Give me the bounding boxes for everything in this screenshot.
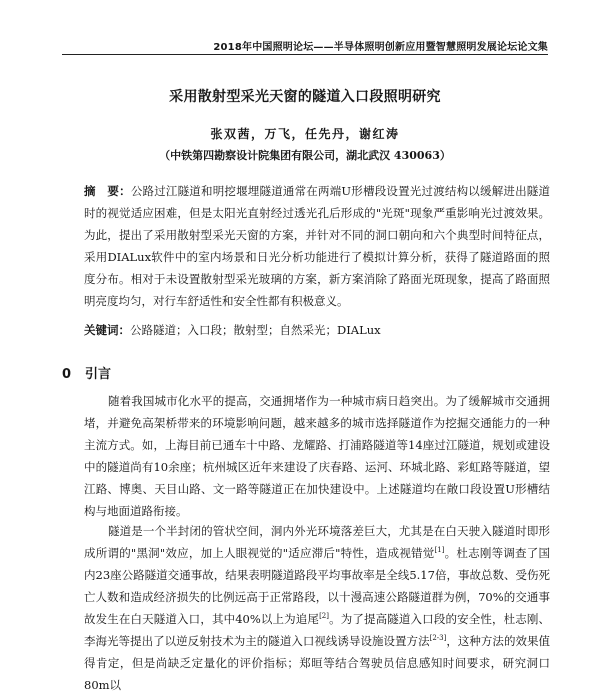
affiliation: （中铁第四勘察设计院集团有限公司，湖北武汉 430063） [159, 149, 451, 162]
abstract [84, 180, 550, 312]
keywords-label: 关键词： [84, 323, 130, 337]
paragraph2-part3: 。为了提高隧道入口段的安全性，杜志刚、李海光等提出了以逆反射技术为主的隧道入口视线诱导设施设置方法 [84, 612, 551, 648]
section-title: 引言 [85, 367, 112, 382]
section-number: 0 [62, 367, 72, 382]
header-rule [62, 54, 548, 55]
paragraph2-part2: 。杜志刚等调查了国内23座公路隧道交通事故，结果表明隧道路段平均事故率是全线5.17倍，事故总数、受伤死亡人数和造成经济损失的比例远高于正常路段，以十漫高速公路隧道群为例，70%的交通事故发生在白天隧道入口，其中40%以上为追尾 [84, 546, 551, 626]
keywords [84, 319, 550, 341]
running-header: 2018年中国照明论坛——半导体照明创新应用暨智慧照明发展论坛论文集 [213, 42, 548, 53]
paragraph2-part4: ，这种方法的效果值得肯定，但是尚缺乏定量化的评价指标；郑晅等结合驾驶员信息感知时间要求，研究洞口80m以 [84, 634, 551, 692]
section-heading [62, 363, 111, 382]
authors: 张双茜，万飞，任先丹，谢红涛 [210, 127, 400, 141]
abstract-label: 摘 要： [84, 184, 131, 198]
citation-ref-2[interactable]: [2] [319, 612, 329, 621]
keywords-text: 公路隧道；入口段；散射型；自然采光；DIALux [130, 323, 381, 337]
intro-paragraph-2 [84, 520, 550, 696]
paper-title: 采用散射型采光天窗的隧道入口段照明研究 [169, 89, 441, 105]
citation-ref-1[interactable]: [1] [434, 546, 445, 555]
intro-paragraph-1: 随着我国城市化水平的提高，交通拥堵作为一种城市病日趋突出。为了缓解城市交通拥堵，并避免高架桥带来的环境影响问题，越来越多的城市选择隧道作为挖掘交通能力的一种主流方式。如，上海目前已通车十中路、龙耀路、打浦路隧道等14座过江隧道，规划或建设中的隧道尚有10余座；杭州城区近年来建设了庆春路、运河、环城北路、彩虹路等隧道，望江路、博奥、天目山路、文一路等隧道正在加快建设中。上述隧道均在敞口段设置U形槽结构与地面道路衔接。 [84, 394, 550, 518]
abstract-text: 公路过江隧道和明挖堰埋隧道通常在两端U形槽段设置光过渡结构以缓解进出隧道时的视觉适应困难，但是太阳光直射经过透光孔后形成的"光斑"现象严重影响光过渡效果。为此，提出了采用散射型采光天窗的方案，并针对不同的洞口朝向和六个典型时间特征点，采用DIALux软件中的室内场景和日光分析功能进行了模拟计算分析，获得了隧道路面的照度分布。相对于未设置散射型采光玻璃的方案，新方案消除了路面光斑现象，提高了路面照明亮度均匀，对行车舒适性和安全性都有积极意义。 [84, 184, 550, 308]
paragraph2-part1: 隧道是一个半封闭的管状空间，洞内外光环境落差巨大，尤其是在白天驶入隧道时即形成所谓的"黑洞"效应，加上人眼视觉的"适应滞后"特性，造成视错觉 [84, 524, 550, 560]
citation-ref-3[interactable]: [2-3] [429, 634, 447, 643]
